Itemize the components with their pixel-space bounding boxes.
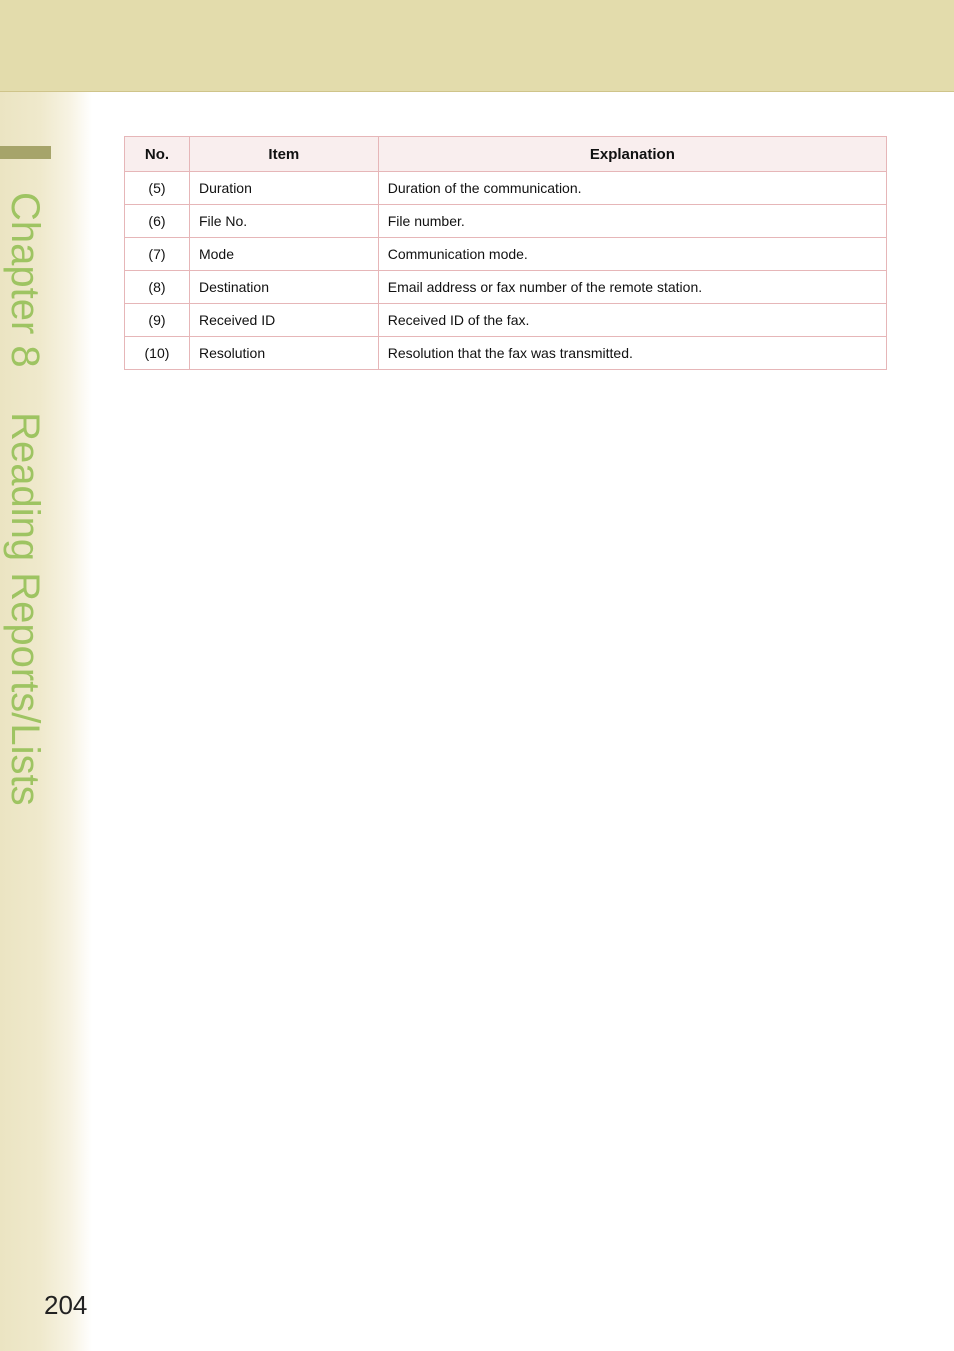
row-no: (10) <box>125 337 190 370</box>
table-row <box>125 271 887 304</box>
row-no: (9) <box>125 304 190 337</box>
row-no: (6) <box>125 205 190 238</box>
table-row <box>125 337 887 370</box>
row-explanation: Communication mode. <box>378 238 886 271</box>
row-item: Received ID <box>189 304 378 337</box>
report-items-table <box>124 136 887 370</box>
table-row <box>125 304 887 337</box>
row-explanation: File number. <box>378 205 886 238</box>
table-row <box>125 238 887 271</box>
header-band <box>0 0 954 92</box>
row-item: File No. <box>189 205 378 238</box>
row-item: Duration <box>189 172 378 205</box>
row-no: (7) <box>125 238 190 271</box>
row-explanation: Email address or fax number of the remote station. <box>378 271 886 304</box>
chapter-title: Chapter 8 Reading Reports/Lists <box>3 192 47 806</box>
row-no: (5) <box>125 172 190 205</box>
header-explanation: Explanation <box>378 137 886 172</box>
table-row <box>125 172 887 205</box>
page-number: 204 <box>44 1290 88 1320</box>
row-item: Resolution <box>189 337 378 370</box>
chapter-marker-tab <box>0 146 51 159</box>
row-explanation: Duration of the communication. <box>378 172 886 205</box>
row-item: Mode <box>189 238 378 271</box>
header-no: No. <box>125 137 190 172</box>
table-header-row <box>125 137 887 172</box>
row-explanation: Resolution that the fax was transmitted. <box>378 337 886 370</box>
row-no: (8) <box>125 271 190 304</box>
header-item: Item <box>189 137 378 172</box>
row-item: Destination <box>189 271 378 304</box>
table-row <box>125 205 887 238</box>
row-explanation: Received ID of the fax. <box>378 304 886 337</box>
